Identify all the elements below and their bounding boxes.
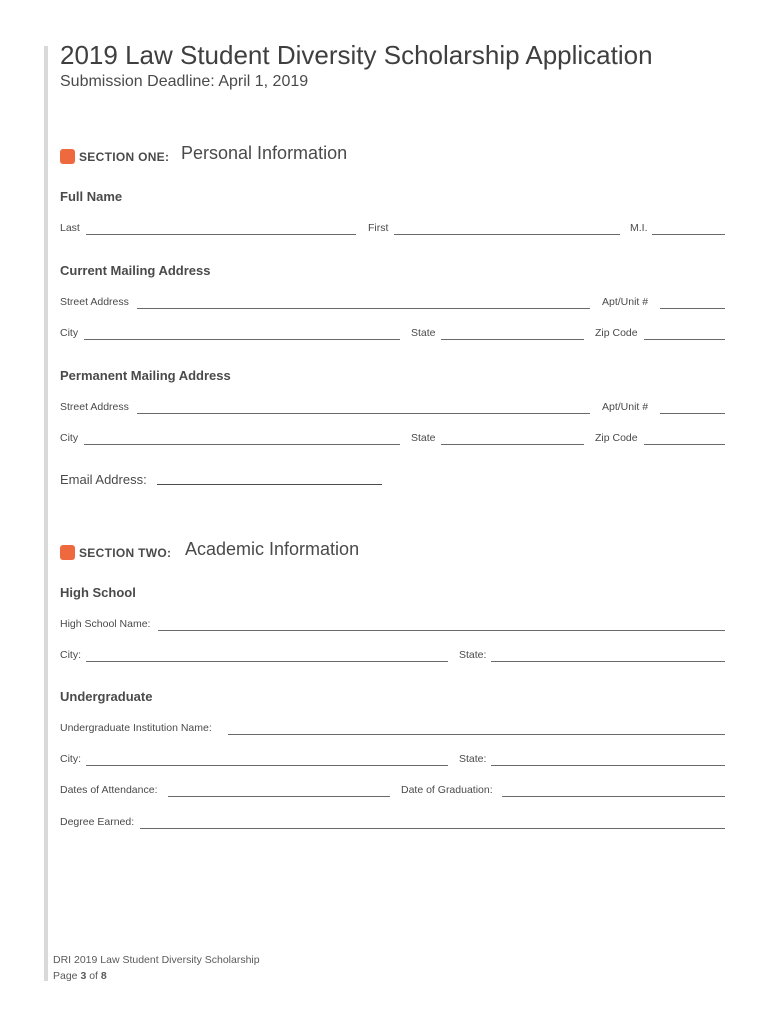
current-state-field[interactable] (441, 339, 584, 340)
full-name-heading: Full Name (60, 189, 123, 204)
permanent-street-field[interactable] (137, 413, 590, 414)
page-title: 2019 Law Student Diversity Scholarship Application (60, 40, 653, 70)
section-one-prefix: SECTION ONE: (79, 150, 170, 164)
page-of: of (89, 970, 98, 982)
page-current: 3 (80, 970, 87, 982)
high-school-state-field[interactable] (491, 661, 725, 662)
high-school-name-field[interactable] (158, 630, 725, 631)
undergrad-city-field[interactable] (86, 765, 448, 766)
undergrad-name-field[interactable] (228, 734, 725, 735)
dates-of-attendance-field[interactable] (168, 796, 390, 797)
permanent-city-row (60, 432, 725, 448)
permanent-apt-label: Apt/Unit # (602, 401, 649, 413)
permanent-street-label: Street Address (60, 401, 129, 413)
current-street-label: Street Address (60, 296, 129, 308)
page-number (53, 968, 260, 984)
last-name-label: Last (60, 222, 80, 234)
footer-org: DRI 2019 Law Student Diversity Scholarship (53, 954, 260, 966)
permanent-address-heading: Permanent Mailing Address (60, 368, 231, 383)
page-prefix: Page (53, 970, 78, 982)
email-label: Email Address: (60, 472, 147, 487)
permanent-street-row (60, 401, 725, 417)
attendance-row (60, 784, 725, 800)
current-apt-label: Apt/Unit # (602, 296, 649, 308)
degree-earned-field[interactable] (140, 828, 725, 829)
date-of-graduation-label: Date of Graduation: (401, 784, 493, 796)
first-name-field[interactable] (394, 234, 620, 235)
page-total: 8 (100, 970, 107, 982)
high-school-city-field[interactable] (86, 661, 448, 662)
undergrad-city-row (60, 753, 725, 769)
high-school-city-row (60, 649, 725, 665)
high-school-heading: High School (60, 585, 136, 600)
last-name-field[interactable] (86, 234, 356, 235)
permanent-city-field[interactable] (84, 444, 400, 445)
permanent-zip-field[interactable] (644, 444, 725, 445)
current-address-heading: Current Mailing Address (60, 263, 211, 278)
email-field[interactable] (157, 484, 382, 485)
high-school-state-label: State: (459, 649, 487, 661)
current-apt-field[interactable] (660, 308, 725, 309)
submission-deadline: Submission Deadline: April 1, 2019 (60, 73, 309, 90)
high-school-name-label: High School Name: (60, 618, 151, 630)
current-city-field[interactable] (84, 339, 400, 340)
middle-initial-field[interactable] (652, 234, 725, 235)
current-zip-label: Zip Code (595, 327, 638, 339)
undergraduate-heading: Undergraduate (60, 689, 153, 704)
page-footer (53, 952, 260, 984)
current-street-row (60, 296, 725, 312)
section-marker-icon (60, 545, 75, 560)
permanent-state-field[interactable] (441, 444, 584, 445)
middle-initial-label: M.I. (630, 222, 648, 234)
dates-of-attendance-label: Dates of Attendance: (60, 784, 158, 796)
date-of-graduation-field[interactable] (502, 796, 725, 797)
permanent-zip-label: Zip Code (595, 432, 638, 444)
high-school-name-row (60, 618, 725, 634)
current-zip-field[interactable] (644, 339, 725, 340)
section-one-title: Personal Information (181, 143, 348, 163)
undergrad-state-label: State: (459, 753, 487, 765)
current-state-label: State (411, 327, 436, 339)
high-school-city-label: City: (60, 649, 81, 661)
degree-row (60, 816, 725, 832)
current-street-field[interactable] (137, 308, 590, 309)
section-marker-icon (60, 149, 75, 164)
full-name-row (60, 222, 725, 238)
permanent-state-label: State (411, 432, 436, 444)
first-name-label: First (368, 222, 389, 234)
permanent-apt-field[interactable] (660, 413, 725, 414)
current-city-row (60, 327, 725, 343)
permanent-city-label: City (60, 432, 79, 444)
undergrad-city-label: City: (60, 753, 81, 765)
undergrad-name-label: Undergraduate Institution Name: (60, 722, 212, 734)
degree-earned-label: Degree Earned: (60, 816, 135, 828)
undergrad-name-row (60, 722, 725, 738)
current-city-label: City (60, 327, 79, 339)
left-margin-bar (44, 46, 48, 981)
section-two-title: Academic Information (185, 539, 360, 559)
undergrad-state-field[interactable] (491, 765, 725, 766)
section-two-prefix: SECTION TWO: (79, 546, 172, 560)
